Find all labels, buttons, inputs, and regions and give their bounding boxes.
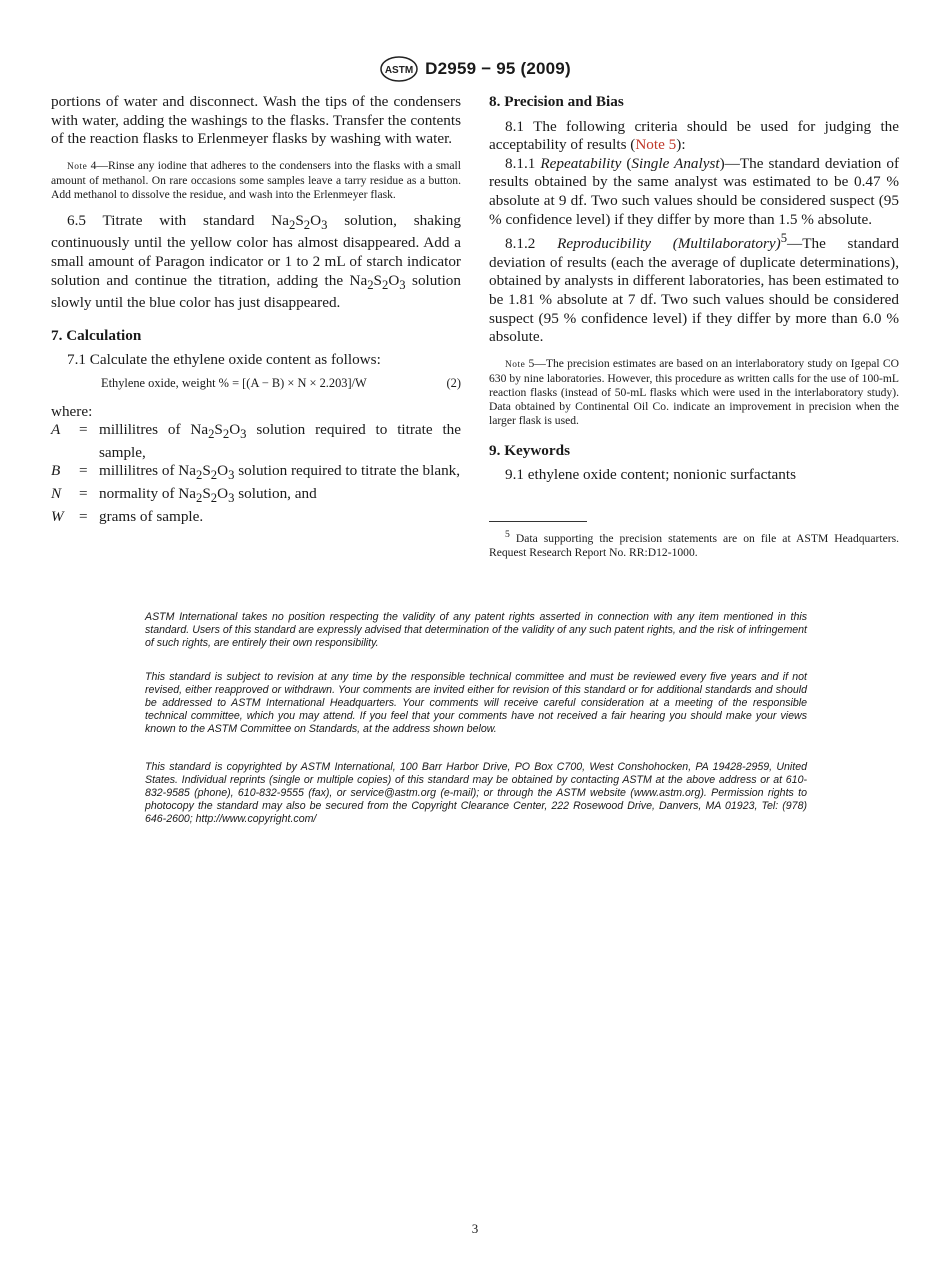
footnote-5: $^5$ Data supporting the precision statements are on file at ASTM Headquarters. Request Research Report No. RR:D12-1000. bbox=[489, 528, 899, 559]
paragraph-continuation: portions of water and disconnect. Wash the tips of the condensers with water, adding the washings to the flasks. Transfer the contents of the reaction flasks to Erlenmeyer flasks by washing with water. bbox=[51, 93, 461, 148]
right-column bbox=[489, 93, 899, 560]
equation-number: (2) bbox=[446, 376, 461, 390]
legal-patent-notice: ASTM International takes no position respecting the validity of any patent rights asserted in connection with any item mentioned in this standard. Users of this standard are expressly advised that determination of the validity of any such patent rights, and the risk of infringement of such rights, are entirely their own responsibility. bbox=[145, 611, 807, 649]
note-5-label: Note bbox=[505, 359, 526, 370]
document-designation: D2959 − 95 (2009) bbox=[425, 59, 571, 78]
paragraph-9-1: 9.1 ethylene oxide content; nonionic surfactants bbox=[505, 466, 797, 484]
definition-row: B = millilitres of $Na_2S_2O_3$ solution required to titrate the blank, bbox=[51, 462, 461, 483]
astm-logo bbox=[379, 56, 419, 82]
where-label: where: bbox=[51, 402, 93, 420]
paragraph-8-1: 8.1 The following criteria should be used for judging the acceptability of results (Note 5): bbox=[489, 117, 899, 154]
definition-row: N = normality of $Na_2S_2O_3$ solution, and bbox=[51, 485, 317, 506]
svg-text:ASTM: ASTM bbox=[385, 65, 414, 76]
equation-text: Ethylene oxide, weight % = [(A − B) × N × 2.203]/W bbox=[101, 376, 367, 390]
page-header bbox=[0, 56, 950, 82]
footnote-reference[interactable]: 5 bbox=[780, 231, 788, 246]
legal-copyright-notice: This standard is copyrighted by ASTM International, 100 Barr Harbor Drive, PO Box C700, West Conshohocken, PA 19428-2959, United States. Individual reprints (single or multiple copies) of this standard may be obtained by contacting ASTM at the above address or at 610-832-9585 (phone), 610-832-9555 (fax), or service@astm.org (e-mail); or through the ASTM website (www.astm.org). Permission rights to photocopy the standard may also be secured from the Copyright Clearance Center, 222 Rosewood Drive, Danvers, MA 01923, Tel: (978) 646-2600; http://www.copyright.com/ bbox=[145, 761, 807, 825]
note-4-text: 4—Rinse any iodine that adheres to the condensers into the flasks with a small amount of methanol. On rare occasions some samples leave a tarry residue as a button. Add methanol to dissolve the residue, and wash into the Erlenmeyer flask. bbox=[51, 158, 461, 201]
note-5 bbox=[489, 357, 899, 428]
definition-row: W = grams of sample. bbox=[51, 507, 204, 525]
paragraph-8-1-1: 8.1.1 Repeatability (Single Analyst)—The standard deviation of results obtained by the same analyst was estimated to be 0.47 % absolute at 9 df. Two such values should be considered suspect (95 % confidence level) if they differ by more than 1.5 % absolute. bbox=[489, 154, 900, 228]
heading-precision-and-bias: 8. Precision and Bias bbox=[489, 93, 624, 110]
heading-calculation: 7. Calculation bbox=[51, 326, 142, 344]
paragraph-6-5: 6.5 Titrate with standard $Na_2S_2O_3$ solution, shaking continuously until the yellow color has almost disappeared. Add a small amount of Paragon indicator or 1 to 2 mL of starch indicator solution and continue the titration, adding the $Na_2S_2O_3$ solution slowly until the blue color has just disappeared. bbox=[51, 211, 461, 312]
page-number: 3 bbox=[471, 1221, 479, 1236]
paragraph-7-1: 7.1 Calculate the ethylene oxide content as follows: bbox=[67, 351, 381, 369]
equation-2 bbox=[51, 374, 461, 393]
paragraph-8-1-2: 8.1.2 Reproducibility (Multilaboratory)$^5$—The standard deviation of results (each the average of duplicate determinations), obtained by analysts in different laboratories, has been estimated to be 1.81 % absolute at 7 df. Two such values should be considered suspect (95 % confidence level) if they differ by more than 6.0 % absolute. bbox=[489, 231, 900, 346]
note-4 bbox=[51, 159, 461, 202]
legal-revision-notice: This standard is subject to revision at any time by the responsible technical committee and must be reviewed every five years and if not revised, either reapproved or withdrawn. Your comments are invited either for revision of this standard or for additional standards and should be addressed to ASTM International Headquarters. Your comments will receive careful consideration at a meeting of the responsible technical committee, which you may attend. If you feel that your comments have not received a fair hearing you should make your views known to the ASTM Committee on Standards, at the address shown below. bbox=[145, 671, 807, 735]
note-5-link[interactable]: Note 5 bbox=[635, 136, 677, 154]
left-column bbox=[51, 93, 461, 526]
definition-row: A = millilitres of $Na_2S_2O_3$ solution required to titrate the sample, bbox=[51, 421, 462, 461]
heading-keywords: 9. Keywords bbox=[489, 441, 570, 459]
footnote-divider bbox=[489, 521, 587, 522]
variable-definitions bbox=[51, 421, 461, 526]
note-4-label: Note bbox=[67, 161, 88, 172]
note-5-text: 5—The precision estimates are based on an interlaboratory study on Igepal CO 630 by nine laboratories. However, this procedure as written calls for the use of 100-mL reaction flasks (instead of 50-mL flasks which were used in the interlaboratory study). Data obtained by Continental Oil Co. indicate an improvement in precision when the larger flask is used. bbox=[489, 356, 899, 427]
